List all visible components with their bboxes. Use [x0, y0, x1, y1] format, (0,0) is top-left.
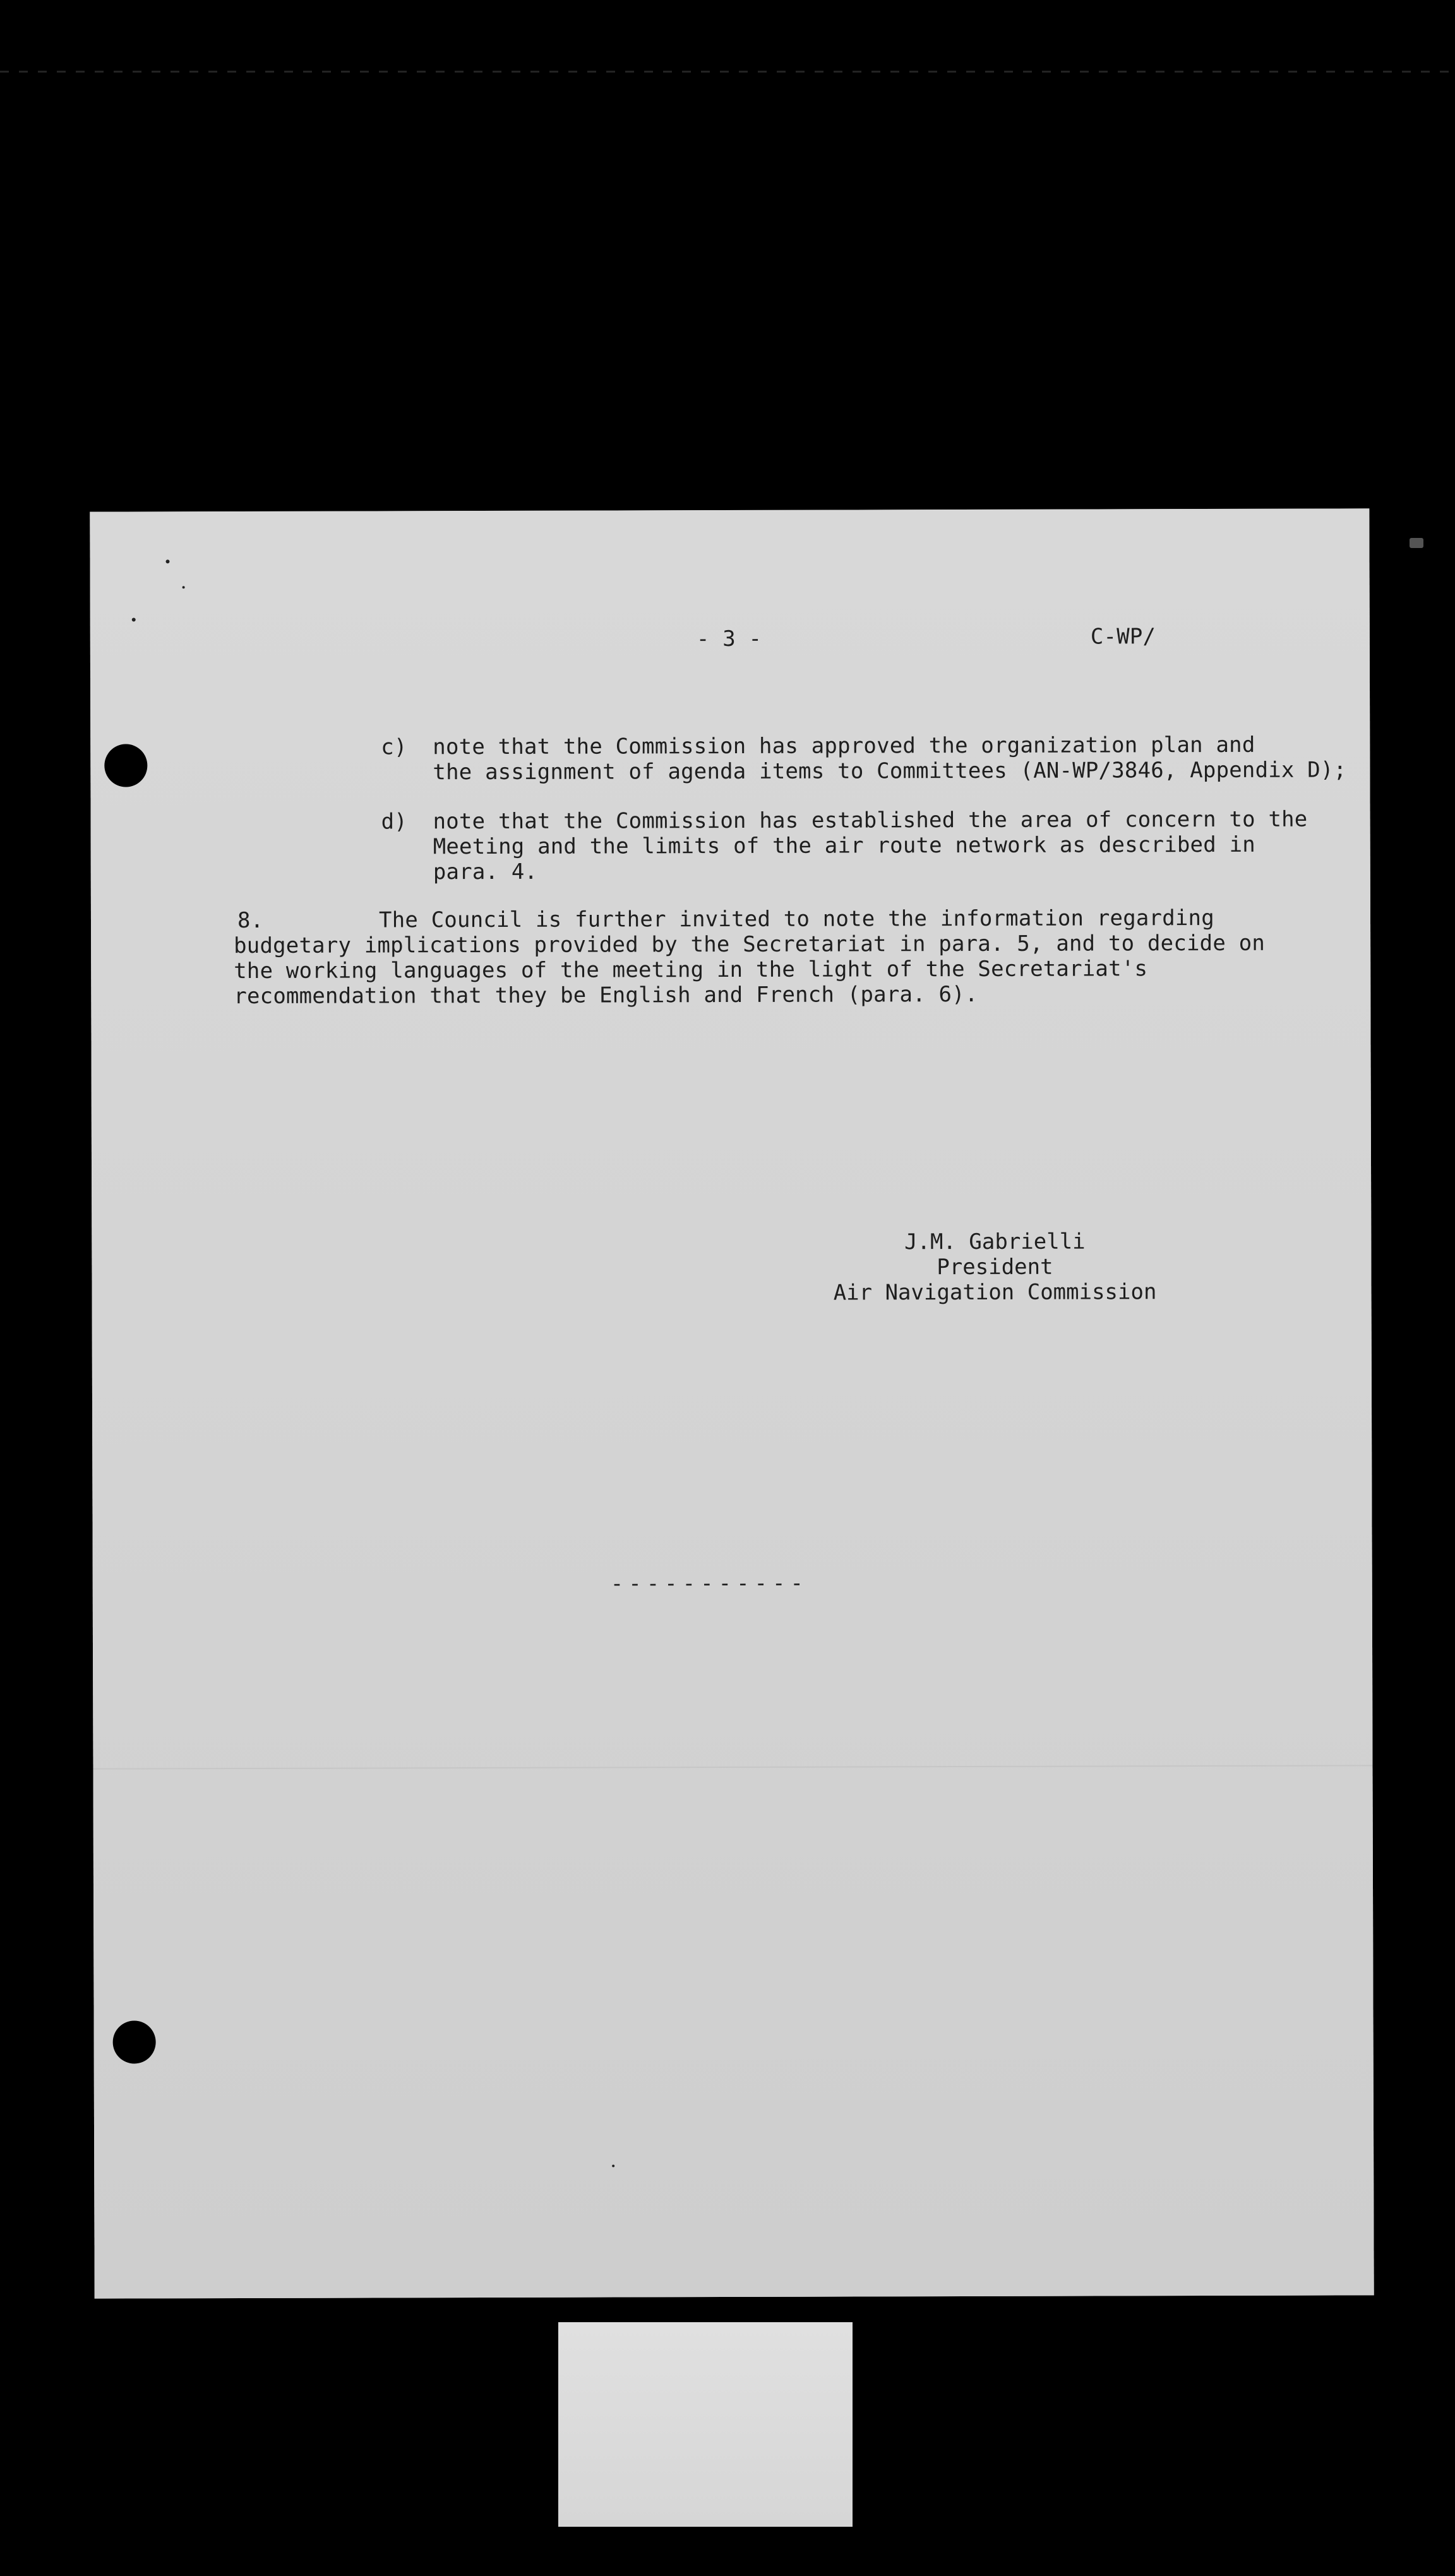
- film-edge-mark: [1410, 538, 1423, 548]
- paragraph-number: 8.: [237, 907, 264, 934]
- speck: [132, 617, 136, 621]
- text-line: the working languages of the meeting in the light of the Secretariat's: [234, 956, 1148, 984]
- text-line: recommendation that they be English and French (para. 6).: [234, 981, 978, 1010]
- speck: [612, 2164, 614, 2167]
- end-rule: -----------: [610, 1570, 808, 1597]
- list-item-marker: d): [381, 809, 407, 835]
- signature-block: [786, 1229, 1203, 1306]
- signatory-name: J.M. Gabrielli: [904, 1229, 1086, 1255]
- film-edge-line: [0, 71, 1455, 73]
- document-page: [90, 508, 1374, 2298]
- signatory-title: President: [937, 1254, 1053, 1280]
- target-card: [558, 2322, 853, 2527]
- list-item-text: [433, 732, 1346, 785]
- text-line: the assignment of agenda items to Committees (AN-WP/3846, Appendix D);: [433, 757, 1347, 785]
- text-line: note that the Commission has approved the organization plan and: [433, 732, 1255, 760]
- paragraph-first-line: The Council is further invited to note the information regarding: [378, 905, 1214, 933]
- text-line: para. 4.: [433, 859, 538, 885]
- text-line: Meeting and the limits of the air route network as described in: [433, 832, 1255, 860]
- paragraph-body: [234, 931, 1265, 1009]
- text-line: budgetary implications provided by the Secretariat in para. 5, and to decide on: [234, 930, 1266, 959]
- punch-hole-top: [104, 744, 147, 787]
- speck: [183, 586, 185, 588]
- document-reference: C-WP/: [1090, 624, 1156, 650]
- speck: [165, 559, 169, 563]
- punch-hole-bottom: [113, 2020, 156, 2063]
- list-item-text: [433, 807, 1308, 885]
- text-line: note that the Commission has established the area of concern to the: [433, 806, 1308, 835]
- page-number: - 3 -: [696, 626, 762, 652]
- page-fold-line: [93, 1765, 1373, 1769]
- list-item-marker: c): [381, 734, 407, 760]
- signatory-organization: Air Navigation Commission: [833, 1279, 1157, 1306]
